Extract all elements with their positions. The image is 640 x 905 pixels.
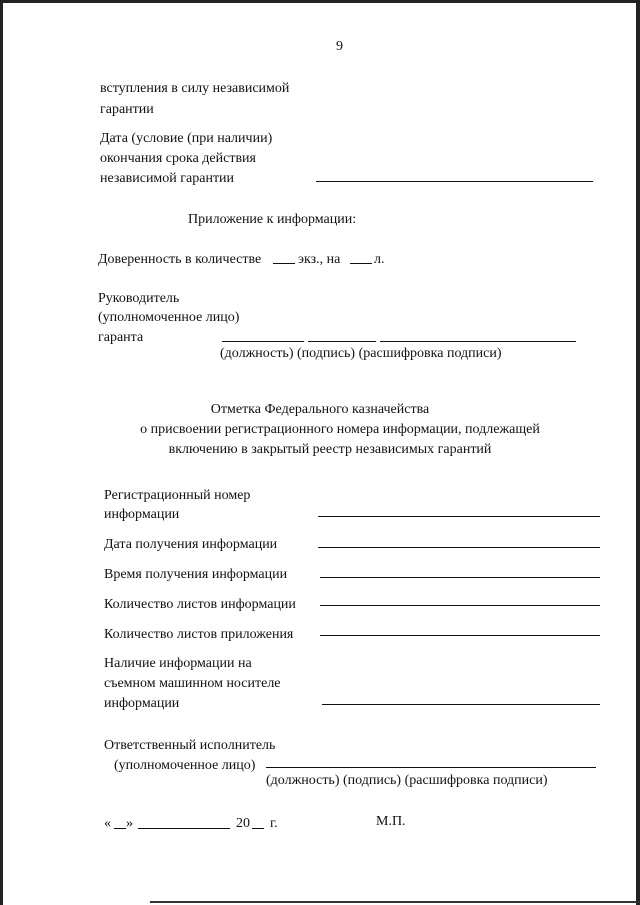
head-label-line3: гаранта [98, 330, 144, 345]
copies-count-field[interactable] [273, 263, 295, 264]
expiry-date-label-line1: Дата (условие (при наличии) [100, 131, 273, 146]
stamp-place-label: М.П. [376, 814, 406, 829]
month-field[interactable] [138, 828, 230, 829]
executor-captions: (должность) (подпись) (расшифровка подписи) [266, 773, 548, 788]
media-label-line3: информации [104, 696, 180, 711]
year-prefix: 20 [236, 816, 250, 831]
receipt-date-label: Дата получения информации [104, 537, 278, 552]
attachment-sheets-label: Количество листов приложения [104, 627, 294, 642]
day-field[interactable] [114, 828, 126, 829]
receipt-time-field[interactable] [320, 577, 600, 578]
treasury-heading-line2: о присвоении регистрационного номера информации, подлежащей [140, 422, 540, 437]
media-label-line2: съемном машинном носителе [104, 676, 281, 691]
media-label-line1: Наличие информации на [104, 656, 252, 671]
reg-number-label-line1: Регистрационный номер [104, 488, 251, 503]
scan-border-top [0, 0, 640, 3]
copies-label: экз., на [298, 252, 341, 267]
scan-border-left [0, 0, 3, 905]
date-close-quote: » [126, 816, 133, 831]
year-field[interactable] [252, 828, 264, 829]
head-label-line2: (уполномоченное лицо) [98, 310, 240, 325]
head-captions: (должность) (подпись) (расшифровка подписи) [220, 346, 502, 361]
treasury-heading-line1: Отметка Федерального казначейства [210, 402, 430, 417]
page-number: 9 [336, 39, 343, 54]
attachment-heading: Приложение к информации: [188, 212, 357, 227]
scan-border-bottom [150, 901, 640, 903]
info-sheets-field[interactable] [320, 605, 600, 606]
executor-signature-field[interactable] [266, 767, 596, 768]
receipt-date-field[interactable] [318, 547, 600, 548]
reg-number-field[interactable] [318, 516, 600, 517]
year-suffix: г. [270, 816, 278, 831]
power-of-attorney-label: Доверенность в количестве [98, 252, 262, 267]
treasury-heading-line3: включению в закрытый реестр независимых гарантий [168, 442, 492, 457]
attachment-sheets-field[interactable] [320, 635, 600, 636]
sheets-count-field[interactable] [350, 263, 372, 264]
expiry-date-field[interactable] [316, 181, 593, 182]
executor-label-line1: Ответственный исполнитель [104, 738, 276, 753]
expiry-date-label-line3: независимой гарантии [100, 171, 235, 186]
reg-number-label-line2: информации [104, 507, 180, 522]
receipt-time-label: Время получения информации [104, 567, 288, 582]
entry-into-force-line2: гарантии [100, 102, 154, 117]
head-label-line1: Руководитель [98, 291, 180, 306]
head-signature-decoding-field[interactable] [380, 341, 576, 342]
head-position-field[interactable] [222, 341, 304, 342]
entry-into-force-line1: вступления в силу независимой [100, 81, 290, 96]
media-field[interactable] [322, 704, 600, 705]
head-signature-field[interactable] [308, 341, 376, 342]
sheets-label: л. [374, 252, 385, 267]
executor-label-line2: (уполномоченное лицо) [114, 758, 256, 773]
expiry-date-label-line2: окончания срока действия [100, 151, 256, 166]
info-sheets-label: Количество листов информации [104, 597, 296, 612]
date-open-quote: « [104, 816, 111, 831]
